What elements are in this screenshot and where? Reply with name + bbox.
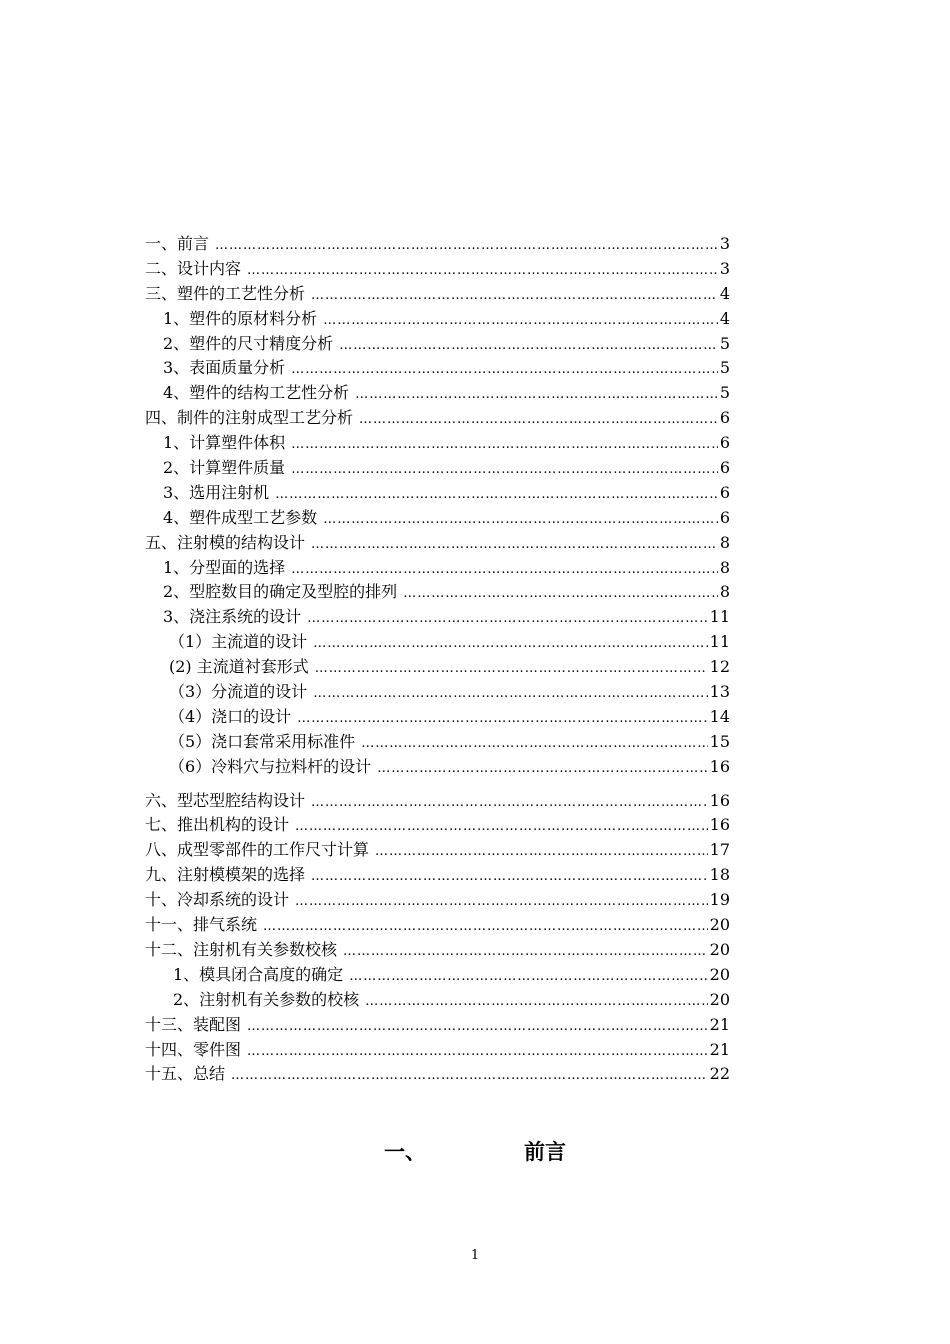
toc-dot-leader — [311, 533, 718, 558]
toc-entry[interactable] — [145, 580, 730, 605]
toc-entry-label: 三、塑件的工艺性分析 — [145, 283, 306, 303]
toc-entry-page: 8 — [719, 557, 730, 577]
toc-entry-label: （5）浇口套常采用标准件 — [169, 731, 356, 751]
toc-entry-label: 五、注射模的结构设计 — [145, 532, 306, 552]
toc-entry-page: 4 — [719, 308, 730, 328]
toc-entry[interactable] — [145, 481, 730, 506]
toc-entry-page: 6 — [719, 507, 730, 527]
toc-entry-page: 16 — [709, 756, 730, 776]
toc-entry-page: 5 — [719, 383, 730, 403]
toc-dot-leader — [339, 334, 718, 359]
toc-entry[interactable] — [145, 888, 730, 913]
toc-entry-label: （1）主流道的设计 — [169, 632, 308, 652]
toc-entry[interactable] — [145, 988, 730, 1013]
toc-dot-leader — [355, 383, 718, 408]
toc-dot-leader — [375, 840, 708, 865]
toc-entry[interactable] — [145, 655, 730, 680]
toc-entry-label: 2、注射机有关参数的校核 — [173, 989, 360, 1009]
toc-entry-page: 15 — [709, 731, 730, 751]
toc-entry[interactable] — [145, 813, 730, 838]
toc-entry-page: 20 — [709, 915, 730, 935]
toc-entry-page: 16 — [709, 790, 730, 810]
toc-entry-page: 20 — [709, 989, 730, 1009]
toc-dot-leader — [295, 890, 708, 915]
toc-entry-page: 5 — [719, 358, 730, 378]
toc-entry[interactable] — [145, 257, 730, 282]
toc-dot-leader — [231, 1064, 708, 1089]
toc-entry-page: 17 — [709, 840, 730, 860]
toc-entry-label: （6）冷料穴与拉料杆的设计 — [169, 756, 372, 776]
toc-entry[interactable] — [145, 556, 730, 581]
toc-entry[interactable] — [145, 730, 730, 755]
toc-entry[interactable] — [145, 282, 730, 307]
toc-entry[interactable] — [145, 456, 730, 481]
toc-dot-leader — [247, 1015, 708, 1040]
toc-dot-leader — [361, 732, 707, 757]
toc-entry-page: 3 — [719, 258, 730, 278]
toc-dot-leader — [311, 284, 718, 309]
toc-entry[interactable] — [145, 938, 730, 963]
toc-entry-label: 九、注射模模架的选择 — [145, 865, 306, 885]
toc-entry-label: （4）浇口的设计 — [169, 706, 292, 726]
toc-entry-label: 2、型腔数目的确定及型腔的排列 — [163, 582, 398, 602]
toc-dot-leader — [315, 657, 708, 682]
toc-entry-label: 3、浇注系统的设计 — [163, 607, 302, 627]
toc-entry-label: 二、设计内容 — [145, 258, 242, 278]
toc-dot-leader — [311, 791, 708, 816]
toc-entry-page: 6 — [719, 408, 730, 428]
section-title: 前言 — [524, 1140, 566, 1164]
toc-entry[interactable] — [145, 755, 730, 780]
toc-dot-leader — [263, 915, 708, 940]
toc-entry-page: 20 — [709, 939, 730, 959]
toc-dot-leader — [291, 458, 718, 483]
toc-entry-label: 十二、注射机有关参数校核 — [145, 939, 338, 959]
toc-entry-label: 1、塑件的原材料分析 — [163, 308, 318, 328]
toc-entry[interactable] — [145, 1062, 730, 1087]
toc-dot-leader — [307, 607, 707, 632]
toc-dot-leader — [247, 1040, 708, 1065]
toc-entry-page: 18 — [709, 865, 730, 885]
toc-entry[interactable] — [145, 913, 730, 938]
toc-entry-label: 4、塑件成型工艺参数 — [163, 507, 318, 527]
toc-entry-label: 六、型芯型腔结构设计 — [145, 790, 306, 810]
toc-entry[interactable] — [145, 431, 730, 456]
section-number: 一、 — [384, 1140, 426, 1164]
toc-entry-page: 6 — [719, 433, 730, 453]
toc-entry-page: 6 — [719, 458, 730, 478]
toc-entry[interactable] — [145, 356, 730, 381]
toc-entry[interactable] — [145, 680, 730, 705]
toc-dot-leader — [313, 632, 707, 657]
toc-entry-page: 6 — [719, 482, 730, 502]
table-of-contents — [145, 232, 730, 1087]
toc-dot-leader — [291, 558, 718, 583]
toc-entry[interactable] — [145, 506, 730, 531]
toc-entry[interactable] — [145, 863, 730, 888]
toc-entry-label: (2) 主流道衬套形式 — [169, 657, 309, 677]
toc-entry-label: 2、计算塑件质量 — [163, 458, 286, 478]
toc-entry-label: 十、冷却系统的设计 — [145, 890, 290, 910]
toc-entry-label: 1、计算塑件体积 — [163, 433, 286, 453]
toc-entry-page: 12 — [709, 657, 730, 677]
toc-entry-page: 4 — [719, 283, 730, 303]
toc-dot-leader — [323, 309, 718, 334]
toc-entry[interactable] — [145, 705, 730, 730]
toc-entry-page: 22 — [709, 1064, 730, 1084]
toc-entry-label: 八、成型零部件的工作尺寸计算 — [145, 840, 370, 860]
toc-dot-leader — [275, 483, 718, 508]
toc-entry[interactable] — [145, 1038, 730, 1063]
toc-entry-label: 十一、排气系统 — [145, 915, 258, 935]
toc-entry[interactable] — [145, 232, 730, 257]
toc-dot-leader — [311, 865, 708, 890]
toc-entry[interactable] — [145, 381, 730, 406]
toc-entry[interactable] — [145, 406, 730, 431]
toc-entry-page: 21 — [709, 1014, 730, 1034]
toc-entry-page: 5 — [719, 333, 730, 353]
toc-dot-leader — [349, 965, 707, 990]
toc-dot-leader — [291, 433, 718, 458]
toc-entry-page: 21 — [709, 1039, 730, 1059]
toc-entry-page: 8 — [719, 532, 730, 552]
toc-entry-page: 11 — [709, 607, 730, 627]
toc-entry-page: 8 — [719, 582, 730, 602]
toc-entry[interactable] — [145, 1013, 730, 1038]
toc-dot-leader — [365, 990, 707, 1015]
toc-entry-page: 19 — [709, 890, 730, 910]
toc-entry-label: 3、选用注射机 — [163, 482, 270, 502]
page-number: 1 — [470, 1248, 480, 1263]
toc-dot-leader — [297, 707, 707, 732]
toc-entry-label: 1、分型面的选择 — [163, 557, 286, 577]
toc-entry[interactable] — [145, 838, 730, 863]
toc-entry-label: 十四、零件图 — [145, 1039, 242, 1059]
toc-entry-label: 十三、装配图 — [145, 1014, 242, 1034]
toc-dot-leader — [323, 508, 718, 533]
toc-dot-leader — [377, 757, 707, 782]
toc-entry[interactable] — [145, 332, 730, 357]
toc-dot-leader — [215, 234, 718, 259]
toc-dot-leader — [403, 582, 718, 607]
toc-entry-page: 14 — [709, 706, 730, 726]
toc-entry[interactable] — [145, 789, 730, 814]
toc-dot-leader — [247, 259, 718, 284]
toc-entry-label: 1、模具闭合高度的确定 — [173, 964, 344, 984]
toc-entry-label: （3）分流道的设计 — [169, 682, 308, 702]
toc-entry-page: 11 — [709, 632, 730, 652]
toc-entry[interactable] — [145, 307, 730, 332]
toc-entry-label: 3、表面质量分析 — [163, 358, 286, 378]
toc-dot-leader — [313, 682, 707, 707]
toc-entry-label: 4、塑件的结构工艺性分析 — [163, 383, 350, 403]
toc-entry-page: 3 — [719, 234, 730, 253]
toc-dot-leader — [291, 358, 718, 383]
toc-dot-leader — [295, 815, 708, 840]
toc-entry-label: 十五、总结 — [145, 1064, 226, 1084]
toc-entry-page: 20 — [709, 964, 730, 984]
toc-entry-label: 一、前言 — [145, 234, 210, 253]
toc-dot-leader — [343, 940, 708, 965]
toc-entry[interactable] — [145, 531, 730, 556]
toc-entry-label: 2、塑件的尺寸精度分析 — [163, 333, 334, 353]
toc-entry[interactable] — [145, 630, 730, 655]
toc-entry[interactable] — [145, 605, 730, 630]
toc-entry-label: 七、推出机构的设计 — [145, 815, 290, 835]
toc-dot-leader — [359, 408, 718, 433]
toc-entry-page: 16 — [709, 815, 730, 835]
toc-entry-page: 13 — [709, 682, 730, 702]
toc-entry-label: 四、制件的注射成型工艺分析 — [145, 408, 354, 428]
toc-entry[interactable] — [145, 963, 730, 988]
